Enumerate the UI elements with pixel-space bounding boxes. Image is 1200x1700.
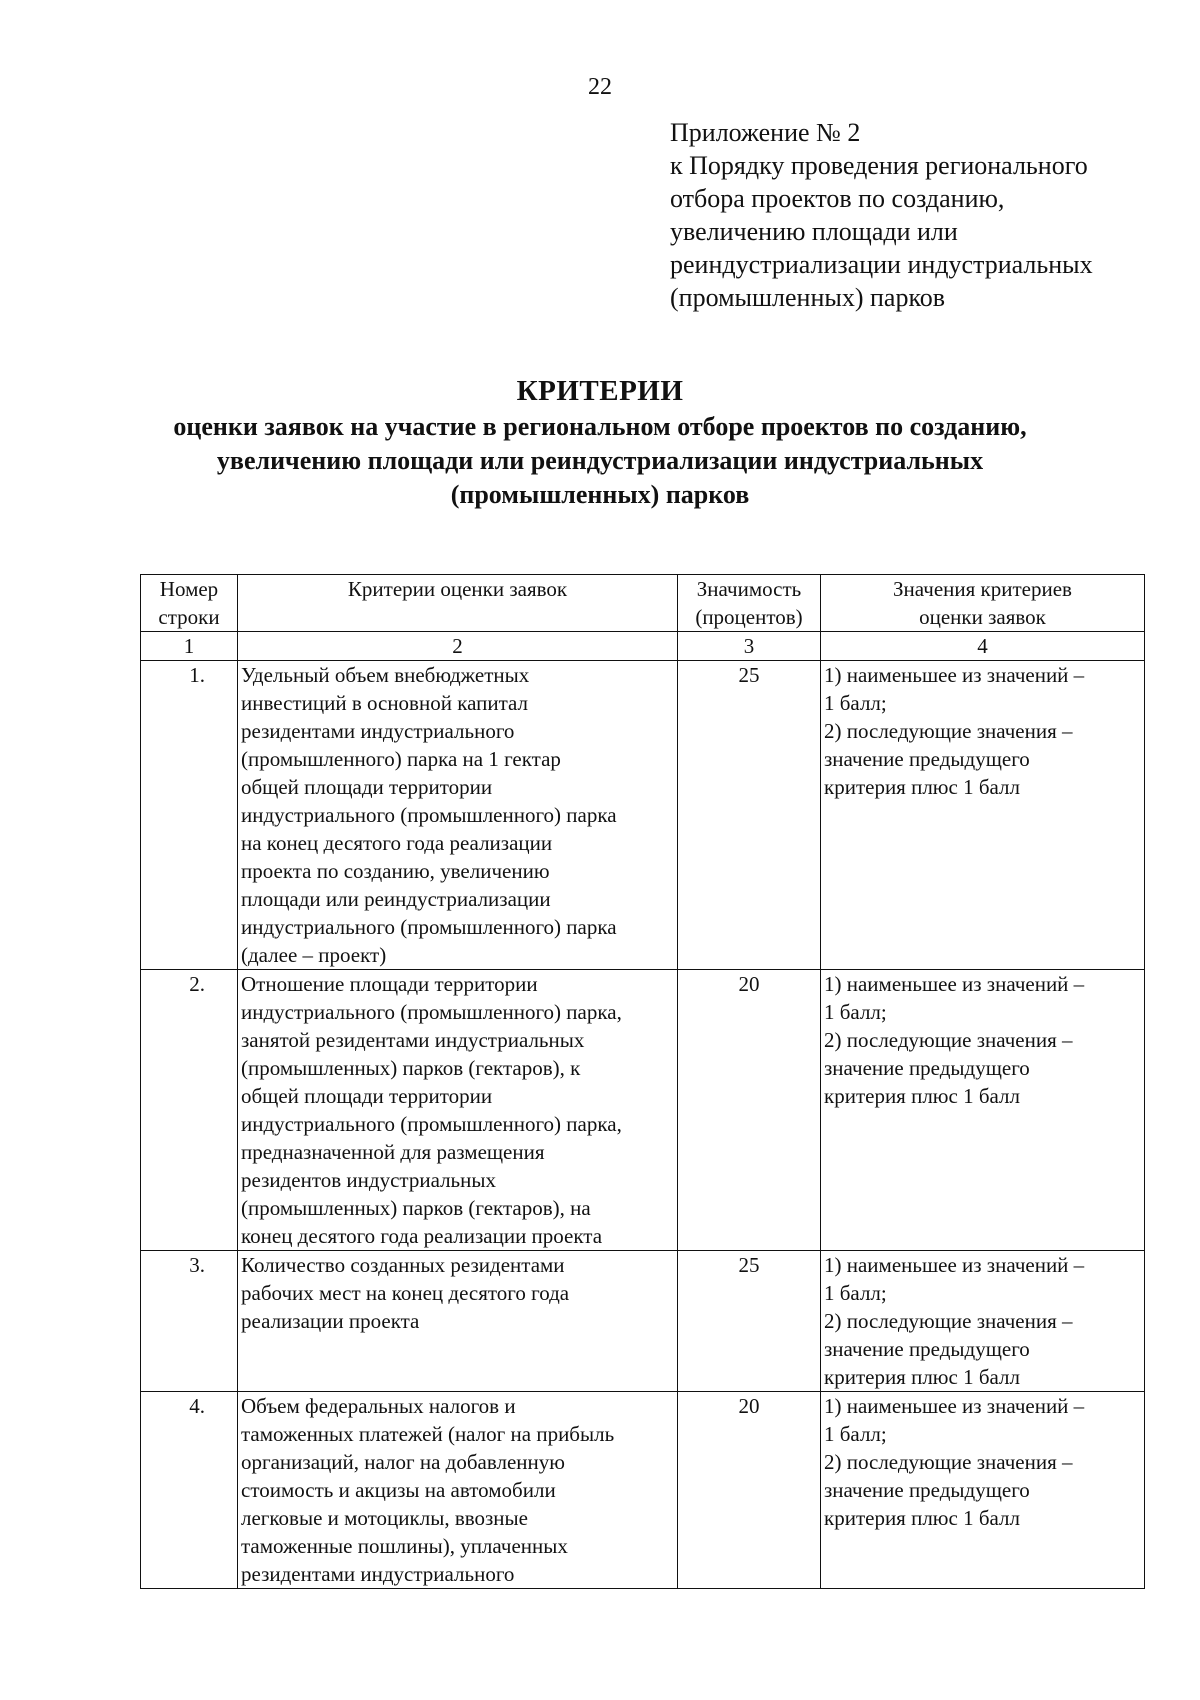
text-line: значение предыдущего (824, 1478, 1030, 1502)
text-line: общей площади территории (241, 775, 493, 799)
index-cell: 4 (821, 632, 1145, 661)
criteria-cell (238, 1392, 678, 1589)
values-cell (821, 1392, 1145, 1589)
header-criteria (238, 575, 678, 632)
text-line: (промышленного) парка на 1 гектар (241, 747, 561, 771)
appendix-line: реиндустриализации индустриальных (670, 250, 1093, 279)
text-line: 2) последующие значения – (824, 1028, 1073, 1052)
text-line: критерия плюс 1 балл (824, 1365, 1020, 1389)
title-subtitle-line: увеличению площади или реиндустриализации индустриальных (216, 446, 984, 475)
text-line: строки (158, 605, 220, 629)
text-line: (промышленных) парков (гектаров), на (241, 1196, 591, 1220)
text-line: индустриального (промышленного) парка (241, 915, 617, 939)
text-line: резидентов индустриальных (241, 1168, 496, 1192)
text-line: 1 балл; (824, 691, 887, 715)
text-line: резидентами индустриального (241, 1562, 515, 1586)
text-line: Номер (159, 577, 219, 601)
header-values (821, 575, 1145, 632)
weight-cell: 20 (678, 1392, 821, 1589)
appendix-line: отбора проектов по созданию, (670, 184, 1005, 213)
weight-cell: 20 (678, 970, 821, 1251)
title-subtitle-line: оценки заявок на участие в региональном отборе проектов по созданию, (173, 412, 1027, 441)
text-line: (далее – проект) (241, 943, 387, 967)
text-line: 1 балл; (824, 1422, 887, 1446)
text-line: площади или реиндустриализации (241, 887, 551, 911)
appendix-line: Приложение № 2 (670, 118, 861, 147)
text-line: индустриального (промышленного) парка, (241, 1112, 622, 1136)
appendix-line: к Порядку проведения регионального (670, 151, 1088, 180)
values-cell (821, 1251, 1145, 1392)
text-line: оценки заявок (919, 605, 1046, 629)
text-line: Критерии оценки заявок (347, 577, 568, 601)
text-line: 1) наименьшее из значений – (824, 1394, 1085, 1418)
text-line: индустриального (промышленного) парка (241, 803, 617, 827)
criteria-cell (238, 661, 678, 970)
text-line: 1 балл; (824, 1281, 887, 1305)
title-subtitle-line: (промышленных) парков (450, 480, 750, 509)
text-line: значение предыдущего (824, 747, 1030, 771)
text-line: Количество созданных резидентами (241, 1253, 565, 1277)
table-index-row (141, 632, 1145, 661)
text-line: критерия плюс 1 балл (824, 1084, 1020, 1108)
table-row (141, 970, 1145, 1251)
text-line: значение предыдущего (824, 1337, 1030, 1361)
appendix-line: увеличению площади или (670, 217, 958, 246)
text-line: общей площади территории (241, 1084, 493, 1108)
document-title (0, 372, 1200, 512)
text-line: Объем федеральных налогов и (241, 1394, 516, 1418)
row-number: 3. (141, 1251, 238, 1392)
header-weight (678, 575, 821, 632)
text-line: 2) последующие значения – (824, 1450, 1073, 1474)
text-line: индустриального (промышленного) парка, (241, 1000, 622, 1024)
table-row (141, 661, 1145, 970)
text-line: значение предыдущего (824, 1056, 1030, 1080)
text-line: реализации проекта (241, 1309, 420, 1333)
table-row (141, 1251, 1145, 1392)
text-line: критерия плюс 1 балл (824, 775, 1020, 799)
text-line: критерия плюс 1 балл (824, 1506, 1020, 1530)
text-line: стоимость и акцизы на автомобили (241, 1478, 556, 1502)
appendix-line: (промышленных) парков (670, 283, 946, 312)
text-line: конец десятого года реализации проекта (241, 1224, 603, 1248)
text-line: 1 балл; (824, 1000, 887, 1024)
table-row (141, 1392, 1145, 1589)
criteria-table (140, 574, 1145, 1589)
text-line: 1) наименьшее из значений – (824, 972, 1085, 996)
text-line: 2) последующие значения – (824, 719, 1073, 743)
text-line: инвестиций в основной капитал (241, 691, 529, 715)
text-line: на конец десятого года реализации (241, 831, 553, 855)
header-row-number (141, 575, 238, 632)
text-line: (промышленных) парков (гектаров), к (241, 1056, 581, 1080)
row-number: 4. (141, 1392, 238, 1589)
text-line: резидентами индустриального (241, 719, 515, 743)
text-line: легковые и мотоциклы, ввозные (241, 1506, 528, 1530)
page-number: 22 (588, 74, 612, 100)
weight-cell: 25 (678, 661, 821, 970)
title-main: КРИТЕРИИ (516, 375, 684, 407)
text-line: предназначенной для размещения (241, 1140, 545, 1164)
appendix-reference (670, 116, 1170, 314)
text-line: проекта по созданию, увеличению (241, 859, 550, 883)
values-cell (821, 970, 1145, 1251)
row-number: 1. (141, 661, 238, 970)
criteria-cell (238, 970, 678, 1251)
row-number: 2. (141, 970, 238, 1251)
text-line: Значения критериев (893, 577, 1072, 601)
text-line: организаций, налог на добавленную (241, 1450, 565, 1474)
text-line: занятой резидентами индустриальных (241, 1028, 585, 1052)
index-cell: 1 (141, 632, 238, 661)
text-line: 1) наименьшее из значений – (824, 663, 1085, 687)
text-line: Значимость (696, 577, 802, 601)
text-line: (процентов) (695, 605, 803, 629)
text-line: 2) последующие значения – (824, 1309, 1073, 1333)
criteria-cell (238, 1251, 678, 1392)
values-cell (821, 661, 1145, 970)
weight-cell: 25 (678, 1251, 821, 1392)
index-cell: 3 (678, 632, 821, 661)
text-line: таможенных платежей (налог на прибыль (241, 1422, 615, 1446)
text-line: 1) наименьшее из значений – (824, 1253, 1085, 1277)
text-line: Отношение площади территории (241, 972, 538, 996)
table-header-row (141, 575, 1145, 632)
text-line: таможенные пошлины), уплаченных (241, 1534, 568, 1558)
text-line: Удельный объем внебюджетных (241, 663, 530, 687)
text-line: рабочих мест на конец десятого года (241, 1281, 570, 1305)
index-cell: 2 (238, 632, 678, 661)
